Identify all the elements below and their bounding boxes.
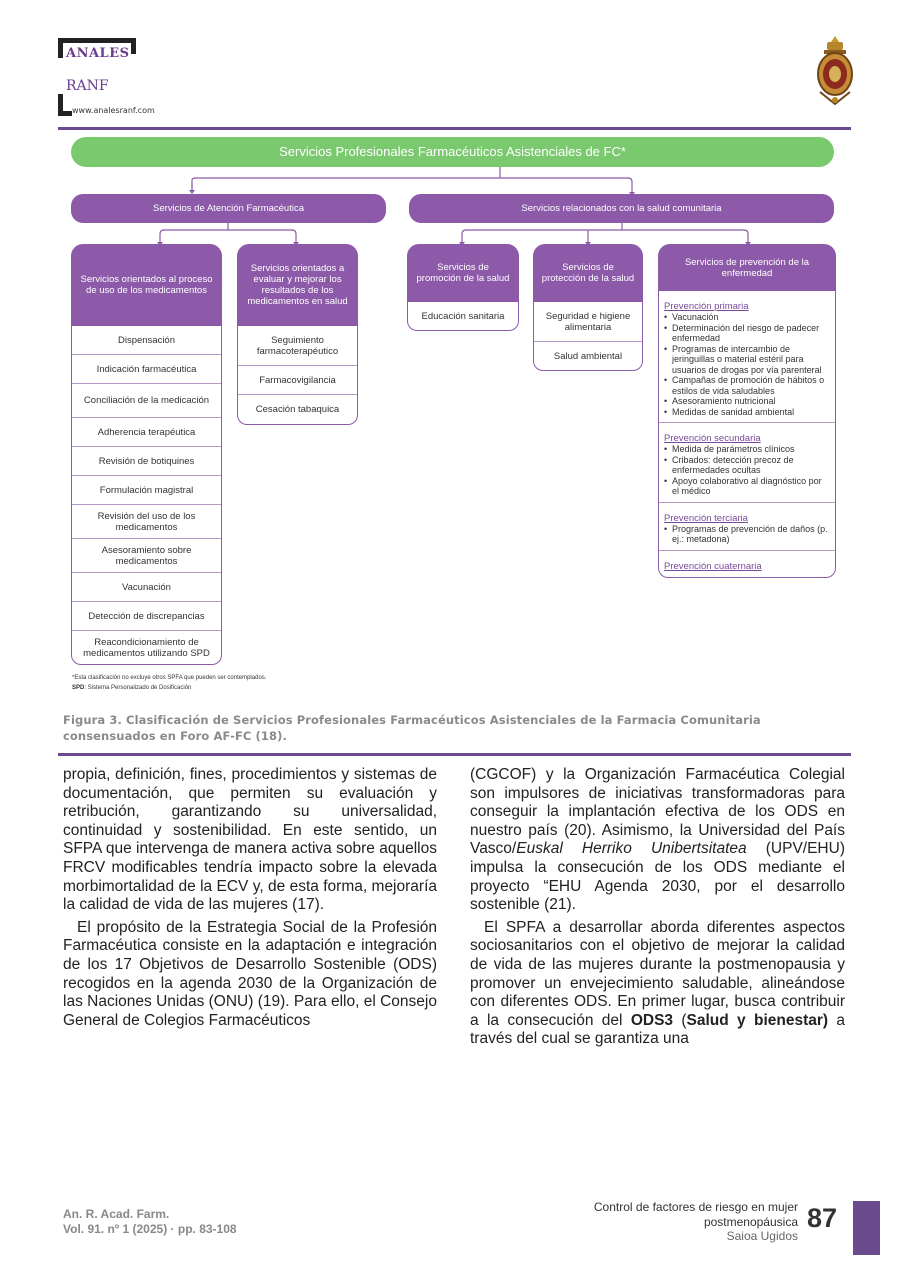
prevention-section xyxy=(659,291,835,423)
right-p1-text-b: (UPV/EHU) impulsa la consecución de los ODS mediante el proyecto “EHU Agenda 2030, por el desarrollo sostenible (21). xyxy=(470,840,845,914)
col3-list xyxy=(407,302,519,331)
col2-item: Farmacovigilancia xyxy=(238,366,357,395)
prevention-bullet: • Medida de parámetros clínicos xyxy=(664,444,830,455)
logo-text-anales: ANALES xyxy=(66,46,130,61)
footnote-spd-label: SPD xyxy=(72,685,85,691)
col1-item: Reacondicionamiento de medicamentos utilizando SPD xyxy=(83,636,210,659)
left-paragraph-2: El propósito de la Estrategia Social de la Profesión Farmacéutica consiste en la adaptación e integración de los 17 Objetivos de Desarrollo Sostenible (ODS) recogidos en la agenda 2030 de la Organización de las Naciones Unidas (ONU) (19). Para ello, el Consejo General de Colegios Farmacéuticos xyxy=(63,918,437,1029)
col1-item: Indicación farmacéutica xyxy=(72,355,221,384)
footer-journal: An. R. Acad. Farm. xyxy=(63,1207,170,1221)
col1-title: Servicios orientados al proceso de uso de los medicamentos xyxy=(71,244,222,326)
footer-volume: Vol. 91. nº 1 (2025) · pp. 83-108 xyxy=(63,1222,237,1236)
caption-rule xyxy=(58,753,851,756)
right-p2-text-b: a través del cual se garantiza una xyxy=(470,1011,846,1048)
prevention-heading: Prevención cuaternaria xyxy=(664,560,762,572)
footer-title-line2: postmenopáusica xyxy=(703,1214,798,1229)
col3-title: Servicios de promoción de la salud xyxy=(407,244,519,302)
page-accent-bar xyxy=(853,1201,880,1255)
col4-title: Servicios de protección de la salud xyxy=(533,244,643,302)
col4-list xyxy=(533,302,643,371)
prevention-bullets xyxy=(664,524,830,545)
prevention-bullets xyxy=(664,444,830,497)
footer-author: Saioa Ugidos xyxy=(726,1229,798,1243)
col1-list xyxy=(71,326,222,665)
right-p2-ods3: ODS3 xyxy=(630,1011,674,1029)
col3-item: Educación sanitaria xyxy=(421,310,505,322)
prevention-bullet: • Determinación del riesgo de padecer enfermedad xyxy=(664,323,830,344)
prevention-section xyxy=(659,551,835,577)
body-column-right xyxy=(470,766,845,1049)
col4-item: Salud ambiental xyxy=(553,350,623,362)
page-number: 87 xyxy=(807,1203,838,1233)
col1-item: Vacunación xyxy=(72,573,221,602)
col1-item: Asesoramiento sobre medicamentos xyxy=(72,539,221,573)
col1-item: Conciliación de la medicación xyxy=(72,384,221,418)
prevention-heading: Prevención secundaria xyxy=(664,433,761,444)
right-p2-text-a: El SPFA a desarrollar aborda diferentes aspectos sociosanitarios con el objetivo de mejorar la calidad de vida de las mujeres durante la postmenopausia y promover un envejecimiento saludable, alineándose con diferentes ODS. En primer lugar, busca contribuir a la consecución del xyxy=(470,918,845,1029)
col1-item: Detección de discrepancias xyxy=(72,602,221,631)
prevention-heading: Prevención primaria xyxy=(664,301,749,312)
col5-title: Servicios de prevención de la enfermedad xyxy=(658,244,836,291)
logo-url: www.analesranf.com xyxy=(72,106,155,115)
footnote-spd-text: : Sistema Personalizado de Dosificación xyxy=(84,685,192,691)
right-p2-salud-bienestar: Salud y bienestar) xyxy=(686,1011,829,1029)
footer-citation xyxy=(63,1207,237,1237)
prevention-bullet: • Programas de prevención de daños (p. ej.: metadona) xyxy=(664,524,830,545)
col1-item: Revisión del uso de los medicamentos xyxy=(72,505,221,539)
prevention-bullet: • Cribados: detección precoz de enfermedades ocultas xyxy=(664,455,830,476)
col2-title: Servicios orientados a evaluar y mejorar los resultados de los medicamentos en salud xyxy=(237,244,358,326)
prevention-bullet: • Programas de intercambio de jeringuillas o material estéril para usuarios de drogas por vía parenteral xyxy=(664,344,830,376)
col4-item: Seguridad e higiene alimentaria xyxy=(534,302,642,342)
footer-article-info xyxy=(498,1200,798,1244)
prevention-bullet: • Asesoramiento nutricional xyxy=(664,396,830,407)
figure-footnote-1: *Esta clasificación no excluye otros SPFA que pueden ser contemplados. xyxy=(72,675,267,681)
logo-text-ranf: RANF xyxy=(66,78,109,94)
prevention-bullet: • Campañas de promoción de hábitos o estilos de vida saludables xyxy=(664,375,830,396)
right-p1-text-a: (CGCOF) y la Organización Farmacéutica Colegial son impulsores de iniciativas transformadoras para conseguir la implantación efectiva de los ODS en nuestro país (20). Asimismo, la Universidad del País Vasco/ xyxy=(470,766,845,858)
col2-item: Seguimiento farmacoterapéutico xyxy=(238,326,357,366)
prevention-heading: Prevención terciaria xyxy=(664,512,748,524)
col1-item: Revisión de botiquines xyxy=(72,447,221,476)
prevention-section xyxy=(659,503,835,551)
left-paragraph-1: propia, definición, fines, procedimientos y sistemas de documentación, que permiten su evaluación y retribución, garantizando su universalidad, continuidad y sostenibilidad. En este sentido, un SFPA que intervenga de manera activa sobre aquellos FRCV modificables tendría impacto sobre la elevada morbimortalidad de la ECV y, de esta forma, mejoraría la calidad de vida de las mujeres (17). xyxy=(63,766,437,914)
col1-item: Adherencia terapéutica xyxy=(72,418,221,447)
right-p2-paren: ( xyxy=(673,1011,687,1029)
right-p1-italic: Euskal Herriko Unibertsitatea xyxy=(516,840,747,858)
body-column-left xyxy=(63,766,437,1030)
col1-item: Dispensación xyxy=(72,326,221,355)
col5-prevention-list xyxy=(658,291,836,578)
top-banner: Servicios Profesionales Farmacéuticos Asistenciales de FC* xyxy=(71,137,834,167)
figure-footnote-2 xyxy=(72,685,191,691)
right-paragraph-1 xyxy=(470,766,845,915)
figure-caption: Figura 3. Clasificación de Servicios Profesionales Farmacéuticos Asistenciales de la Farmacia Comunitaria consensuados en Foro AF-FC (18). xyxy=(63,713,761,743)
footer-title-line1: Control de factores de riesgo en mujer xyxy=(593,1200,798,1214)
col2-item: Cesación tabaquica xyxy=(255,404,340,415)
prevention-bullet: • Medidas de sanidad ambiental xyxy=(664,407,830,418)
prevention-section xyxy=(659,423,835,503)
right-paragraph-2 xyxy=(470,919,845,1049)
col2-list xyxy=(237,326,358,425)
prevention-bullet: • Apoyo colaborativo al diagnóstico por el médico xyxy=(664,476,830,497)
prevention-bullets xyxy=(664,312,830,417)
prevention-bullet: • Vacunación xyxy=(664,312,830,323)
group-atencion-farmaceutica: Servicios de Atención Farmacéutica xyxy=(71,194,386,223)
group-salud-comunitaria: Servicios relacionados con la salud comunitaria xyxy=(409,194,834,223)
col1-item: Formulación magistral xyxy=(72,476,221,505)
